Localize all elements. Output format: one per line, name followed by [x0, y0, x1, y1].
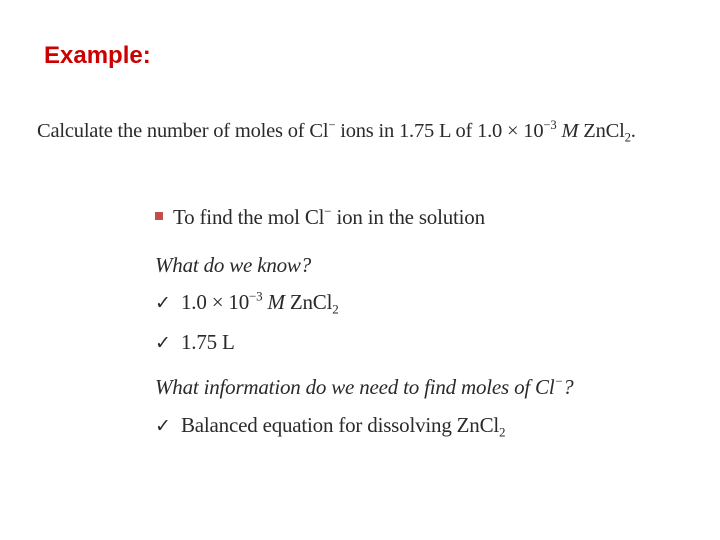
need-chloride-charge: −	[554, 373, 564, 389]
known-1-exponent: −3	[249, 288, 263, 304]
known-1-unit: M	[262, 290, 285, 314]
bullet-text-start: To find the mol Cl	[173, 205, 325, 229]
problem-text-middle: ions in 1.75 L of 1.0 × 10	[335, 120, 544, 142]
need-1-text: Balanced equation for dissolving ZnCl	[181, 413, 500, 437]
known-2-text: 1.75 L	[181, 330, 235, 354]
problem-end-punct: .	[630, 120, 636, 142]
known-item-volume	[155, 330, 235, 355]
bullet-chloride-charge: −	[324, 203, 332, 219]
compound-subscript: 2	[624, 130, 631, 145]
molarity-unit: M	[556, 120, 579, 142]
known-1-compound: ZnCl	[284, 290, 333, 314]
need-heading	[155, 375, 573, 400]
need-1-subscript: 2	[499, 424, 506, 440]
known-heading: What do we know?	[155, 253, 312, 277]
known-1-prefix: 1.0 × 10	[181, 290, 249, 314]
problem-statement	[37, 117, 636, 145]
check-icon: ✓	[155, 415, 171, 437]
need-heading-start: What information do we need to find moles of Cl	[155, 375, 555, 399]
check-icon: ✓	[155, 332, 171, 354]
check-icon: ✓	[155, 292, 171, 314]
bullet-item	[155, 205, 485, 230]
concentration-exponent: −3	[543, 117, 557, 132]
square-bullet-icon	[155, 212, 163, 220]
chloride-charge: −	[328, 117, 336, 132]
problem-text-start: Calculate the number of moles of Cl	[37, 120, 329, 142]
need-item-equation	[155, 413, 505, 438]
slide-title: Example:	[44, 42, 151, 69]
known-1-subscript: 2	[332, 301, 339, 317]
bullet-text-end: ion in the solution	[331, 205, 485, 229]
need-heading-end: ?	[563, 375, 574, 399]
compound-name: ZnCl	[578, 120, 625, 142]
known-item-concentration	[155, 290, 339, 315]
